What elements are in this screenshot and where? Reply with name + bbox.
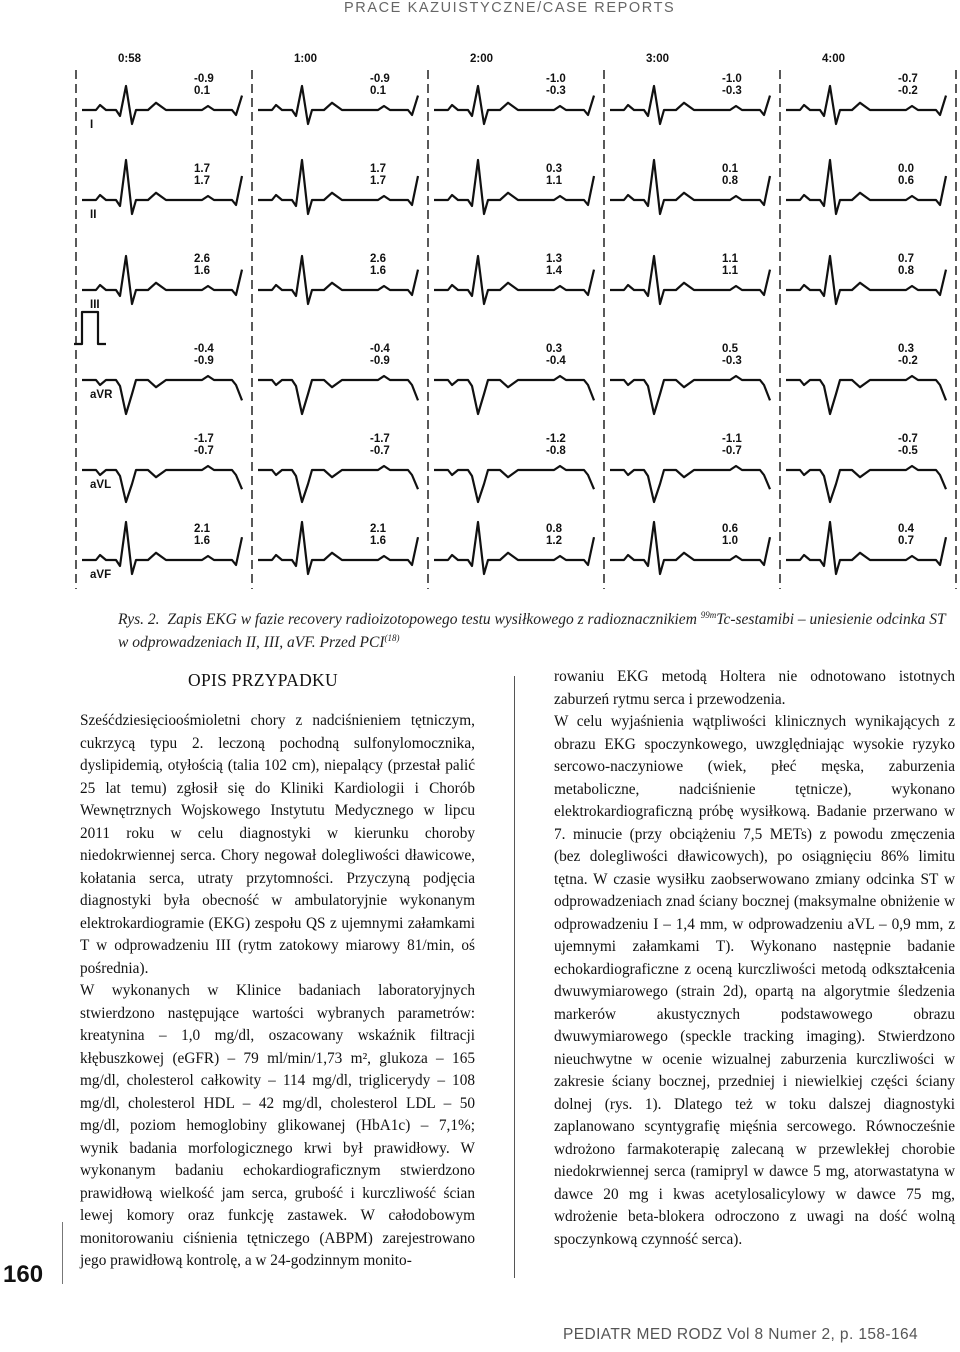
st-value-bottom: -0.2: [898, 355, 918, 367]
st-value-bottom: -0.7: [194, 445, 214, 457]
st-value-top: -1.2: [546, 433, 566, 445]
calibration-pulse: [74, 312, 106, 344]
caption-label: Rys. 2.: [118, 611, 160, 629]
st-value-bottom: 1.4: [546, 265, 562, 277]
ecg-waveform: [610, 86, 770, 124]
st-value-top: 0.6: [722, 523, 738, 535]
st-value-top: -0.7: [898, 433, 918, 445]
ecg-waveform: [610, 522, 770, 574]
st-value-top: 2.1: [370, 523, 386, 535]
ecg-waveform: [610, 256, 770, 304]
ecg-waveform: [786, 376, 946, 414]
st-value-bottom: -0.2: [898, 85, 918, 97]
time-label: 3:00: [646, 53, 670, 65]
ecg-waveform: [258, 522, 418, 574]
st-value-top: 2.1: [194, 523, 210, 535]
st-value-top: 0.3: [546, 163, 562, 175]
running-header: PRACE KAZUISTYCZNE/CASE REPORTS: [344, 0, 676, 16]
st-value-top: -0.7: [898, 73, 918, 85]
st-value-bottom: 0.8: [898, 265, 914, 277]
st-value-top: -1.1: [722, 433, 742, 445]
section-title: OPIS PRZYPADKU: [188, 670, 338, 690]
st-value-bottom: 1.0: [722, 535, 738, 547]
st-value-bottom: -0.9: [370, 355, 390, 367]
ecg-waveform: [610, 376, 770, 414]
ecg-waveform: [786, 256, 946, 304]
time-label: 4:00: [822, 53, 846, 65]
st-value-bottom: -0.5: [898, 445, 918, 457]
ecg-waveform: [610, 466, 770, 502]
caption-text-2: Tc-sestamibi – uniesienie odcinka ST w odprowadzeniach II, III, aVF. Przed PCI: [118, 611, 946, 652]
ecg-waveform: [434, 522, 594, 574]
ecg-waveform: [258, 86, 418, 124]
st-value-top: 1.7: [194, 163, 210, 175]
ecg-waveform: [434, 160, 594, 214]
st-value-bottom: 1.2: [546, 535, 562, 547]
st-value-bottom: -0.4: [546, 355, 566, 367]
ecg-waveform: [258, 160, 418, 214]
st-value-top: 2.6: [194, 253, 210, 265]
time-label: 1:00: [294, 53, 318, 65]
st-value-top: 0.3: [546, 343, 562, 355]
figure-caption: [118, 606, 948, 652]
st-value-bottom: -0.7: [370, 445, 390, 457]
st-value-bottom: 1.1: [546, 175, 562, 187]
lead-label-avf: aVF: [90, 569, 112, 581]
st-value-bottom: -0.8: [546, 445, 566, 457]
lead-label-i: I: [90, 119, 94, 131]
ecg-chart: [72, 44, 960, 604]
ecg-waveform: [434, 466, 594, 502]
ecg-figure: [72, 44, 960, 604]
st-value-bottom: 0.6: [898, 175, 914, 187]
ecg-waveform: [786, 466, 946, 502]
ecg-waveform: [258, 256, 418, 304]
st-value-bottom: 1.6: [194, 265, 210, 277]
caption-sup-1: 99m: [700, 610, 717, 620]
st-value-bottom: 1.7: [194, 175, 210, 187]
st-value-top: 0.1: [722, 163, 738, 175]
st-value-top: 1.7: [370, 163, 386, 175]
st-value-bottom: 1.6: [370, 265, 386, 277]
ecg-waveform: [258, 466, 418, 502]
st-value-bottom: 0.7: [898, 535, 914, 547]
st-value-bottom: 0.8: [722, 175, 738, 187]
st-value-top: -1.7: [194, 433, 214, 445]
lead-label-avl: aVL: [90, 479, 112, 491]
lead-label-ii: II: [90, 209, 97, 221]
page-number-rule: [62, 1222, 63, 1284]
left-paragraph-2: W wykonanych w Klinice badaniach laboratoryjnych stwierdzono następujące wartości wybranych parametrów: kreatynina – 1,0 mg/dl, oszacowany wskaźnik filtracji kłębuszkowej (eGFR) – 79 ml/min/1,73 m², glukoza – 165 mg/dl, cholesterol całkowity – 114 mg/dl, triglicerydy – 108 mg/dl, cholesterol HDL – 42 mg/dl, cholesterol LDL – 50 mg/dl, poziom hemoglobiny glikowanej (HbA1c) – 7,1%; wynik badania morfologicznego krwi był prawidłowy. W wykonanym badaniu echokardiograficznym stwierdzono prawidłową wielkość jam serca, grubość i kurczliwość ścian lewej komory oraz funkcję zastawek. W całodobowym monitorowaniu ciśnienia tętniczego (ABPM) zarejestrowano jego prawidłową kontrolę, a w 24-godzinnym monito-: [80, 982, 475, 1269]
ecg-waveform: [82, 522, 242, 574]
st-value-top: -1.7: [370, 433, 390, 445]
st-value-bottom: 0.1: [370, 85, 386, 97]
st-value-top: -0.9: [370, 73, 390, 85]
journal-footer: PEDIATR MED RODZ Vol 8 Numer 2, p. 158-164: [563, 1326, 919, 1343]
left-paragraph-1: Sześćdziesięcioośmioletni chory z nadciśnieniem tętniczym, cukrzycą typu 2. leczoną pochodną sulfonylomocznika, dyslipidemią, otyłością (talia 102 cm), niepalący (przestał palić 25 lat temu) zgłosił się do Kliniki Kardiologii i Chorób Wewnętrznych Wojskowego Instytutu Medycznego w lipcu 2011 roku w celu diagnostyki w kierunku choroby niedokrwiennej serca. Chory negował dolegliwości dławicowe, kołatania serca, utraty przytomności. Przyczyną podjęcia diagnostyki była obecność w ambulatoryjnie wykonanym elektrokardiogramie (EKG) zespołu QS z ujemnymi załamkami T w odprowadzeniu III (rytm zatokowy miarowy 81/min, oś pośrednia).: [80, 712, 475, 977]
ecg-waveform: [434, 376, 594, 414]
time-label: 0:58: [118, 53, 142, 65]
st-value-bottom: -0.3: [722, 355, 742, 367]
ecg-waveform: [82, 160, 242, 214]
st-value-top: 0.8: [546, 523, 562, 535]
st-value-top: -0.9: [194, 73, 214, 85]
st-value-top: 1.3: [546, 253, 562, 265]
st-value-bottom: 0.1: [194, 85, 210, 97]
right-paragraph-1: rowaniu EKG metodą Holtera nie odnotowano istotnych zaburzeń rytmu serca i przewodzenia.: [554, 668, 955, 708]
lead-label-avr: aVR: [90, 389, 113, 401]
page-number: 160: [3, 1261, 44, 1288]
st-value-bottom: -0.9: [194, 355, 214, 367]
st-value-bottom: -0.3: [722, 85, 742, 97]
st-value-top: -1.0: [722, 73, 742, 85]
st-value-top: 1.1: [722, 253, 738, 265]
ecg-waveform: [786, 160, 946, 214]
ecg-waveform: [258, 376, 418, 414]
st-value-bottom: -0.3: [546, 85, 566, 97]
ecg-waveform: [434, 86, 594, 124]
st-value-top: 0.3: [898, 343, 914, 355]
ecg-waveform: [786, 522, 946, 574]
ecg-waveform: [434, 256, 594, 304]
ecg-waveform: [82, 86, 242, 124]
caption-text-1: Zapis EKG w fazie recovery radioizotopowego testu wysiłkowego z radioznacznikiem: [167, 611, 701, 629]
lead-label-iii: III: [90, 299, 100, 311]
st-value-top: 0.4: [898, 523, 914, 535]
caption-sup-2: (18): [384, 633, 400, 644]
time-label: 2:00: [470, 53, 494, 65]
right-column: [554, 666, 955, 1251]
ecg-waveform: [82, 256, 242, 304]
st-value-top: -1.0: [546, 73, 566, 85]
ecg-waveform: [786, 86, 946, 124]
st-value-top: 2.6: [370, 253, 386, 265]
st-value-top: 0.5: [722, 343, 738, 355]
left-column: [80, 710, 475, 1273]
st-value-top: -0.4: [370, 343, 390, 355]
right-paragraph-2: W celu wyjaśnienia wątpliwości klinicznych wynikających z obrazu EKG spoczynkowego, uwzględniając wysokie ryzyko sercowo-naczyniowe (wiek, płeć męska, zaburzenia metaboliczne, nadciśnienie tętnicze), wykonano elektrokardiograficzną próbę wysiłkową. Badanie przerwano w 7. minucie (przy obciążeniu 7,5 METs) z powodu zmęczenia (bez dolegliwości dławicowych), po osiągnięciu 86% limitu tętna. W czasie wysiłku zaobserwowano zmiany odcinka ST w odprowadzeniach znad ściany bocznej (maksymalne obniżenie w odprowadzeniu I – 1,4 mm, w odprowadzeniu aVL – 0,9 mm, z ujemnymi załamkami T). Wykonano następnie badanie echokardiograficzne z oceną kurczliwości metodą odkształcenia dwuwymiarowego (strain 2d), opartą na algorytmie śledzenia markerów akustycznych podstawowego obrazu dwuwymiarowego (speckle tracking imaging). Stwierdzono nieuchwytne w ocenie wizualnej zaburzenia kurczliwości w zakresie ściany bocznej, przedniej i niewielkiej części ściany dolnej (rys. 1). Dlatego też w toku dalszej diagnostyki zaplanowano scyntygrafię mięśnia sercowego. Równocześnie wdrożono farmakoterapię zalecaną w przewlekłej chorobie niedokrwiennej serca (ramipryl w dawce 5 mg, atorwastatyna w dawce 20 mg i kwas acetylosalicylowy w dawce 75 mg, wdrożenie beta-blokera odroczono z uwagi na dość wolną spoczynkową czynność serca).: [554, 713, 955, 1248]
st-value-top: 0.7: [898, 253, 914, 265]
st-value-bottom: 1.6: [370, 535, 386, 547]
column-divider: [514, 676, 515, 1278]
st-value-top: -0.4: [194, 343, 214, 355]
st-value-bottom: 1.1: [722, 265, 738, 277]
st-value-top: 0.0: [898, 163, 914, 175]
st-value-bottom: 1.6: [194, 535, 210, 547]
st-value-bottom: -0.7: [722, 445, 742, 457]
st-value-bottom: 1.7: [370, 175, 386, 187]
ecg-waveform: [610, 160, 770, 214]
